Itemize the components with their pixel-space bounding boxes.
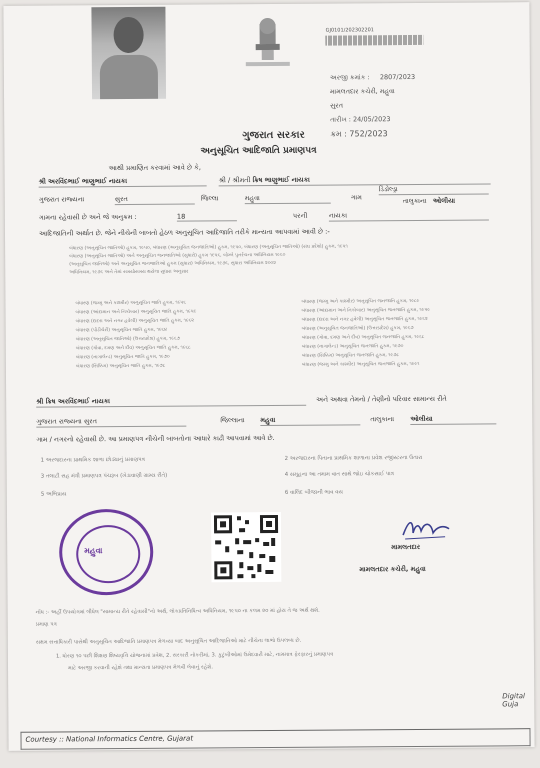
left-order-list: [75, 299, 196, 372]
taluka-value: તાલુકાના ઓલીયા: [402, 196, 456, 206]
serial-number: 18: [177, 212, 237, 221]
resident-label: ગામના રહેવાસી છે અને જે અનુક્રમ :: [38, 212, 137, 222]
tribe-label: પરની: [292, 211, 308, 220]
officer-office: મામલતદાર કચેરી, મહુવા: [359, 564, 426, 574]
signature-icon: [399, 515, 453, 543]
national-emblem-icon: [239, 18, 295, 72]
list-item: બંધારણ (ગોવા, દમણ અને દીવ) અનુસૂચિત જાતિ હુકમ, ૧૯૬૮: [75, 345, 191, 352]
family-district-label: જિલ્લાના: [220, 416, 245, 425]
issuing-district: સુરત: [330, 101, 344, 110]
list-item: બંધારણ (નાગાલેન્ડ) અનુસૂચિત જનજાતિ હુકમ, ૧૯૭૦: [301, 344, 404, 350]
list-item: બંધારણ (દાદરા અને નગર હવેલી) અનુસૂચિત જનજાતિ હુકમ, ૧૯૬૨: [301, 316, 428, 323]
village-line: ગામ / નગરનો રહેવાસી છે. આ પ્રમાણપત્ર નીચેની બાબતોના આધારે કાઢી આપવામાં આવે છે.: [36, 433, 275, 444]
list-item: બંધારણ (દાદરા અને નગર હવેલી) અનુસૂચિત જાતિ હુકમ, ૧૯૬૨: [75, 318, 194, 325]
digital-gujarat-text: Digital Guja: [502, 692, 525, 709]
family-taluka: ઓલીયા: [410, 414, 496, 425]
tribe-name: નાયકા: [329, 210, 489, 221]
district-label: જિલ્લા: [200, 194, 219, 203]
list-item: બંધારણ (જમ્મુ અને કાશ્મીર) અનુસૂચિત જનજાતિ હુકમ, ૧૯૯૧: [301, 361, 420, 368]
basis-item: 2 અરજદારના પિતાના પ્રાથમિક શાળાના પ્રવેશ રજીસ્ટરના ઉતારા: [284, 454, 423, 462]
list-item: બંધારણ (જમ્મુ અને કાશ્મીર) અનુસૂચિત જનજાતિ હુકમ, ૧૯૮૯: [301, 298, 420, 305]
list-item: બંધારણ (અનુસૂચિત જનજાતિઓ) (ઉત્તરપ્રદેશ) હુકમ, ૧૯૬૭: [301, 325, 414, 332]
list-item: બંધારણ (આંદામાન અને નિકોબાર) અનુસૂચિત જાતિ હુકમ, ૧૯૫૯: [75, 309, 197, 316]
list-item: બંધારણ (સિક્કિમ) અનુસૂચિત જાતિ હુકમ, ૧૯૭૮: [75, 363, 166, 370]
certificate-title: અનુસૂચિત આદિજાતિ પ્રમાણપત્ર: [200, 145, 317, 157]
list-item: બંધારણ (ગોવા, દમણ અને દીવ) અનુસૂચિત જનજાતિ હુકમ, ૧૯૬૮: [301, 334, 425, 341]
basis-item: 6 વાલિદ બીજાની ભાવ વય: [284, 489, 343, 496]
family-district: મહુવા: [260, 415, 360, 426]
officer-title: મામલતદાર: [391, 542, 421, 552]
family-suffix: અને અથવા તેમનો / તેણીનો પરિવાર સામાન્ય રીતે: [316, 394, 447, 404]
family-taluka-label: તાલુકાના: [370, 415, 395, 424]
right-order-list: [301, 297, 430, 370]
basis-item: 4 સમૂહના આ તમામ વાત સાથે જોઇ ચોકસાઈ પાત્ર: [284, 471, 394, 478]
note-line: માટે અરજી કરવાની રહેશે તથા માન્યતા પ્રમાણપત્ર મેળવી લેવાનું રહેશે.: [68, 664, 214, 672]
list-item: બંધારણ (નાગાલેન્ડ) અનુસૂચિત જાતિ હુકમ, ૧૯૭૦: [75, 354, 170, 361]
legal-line-2: બંધારણ (અનુસૂચિત જાતિઓ) અને અનુસૂચિત જનજાતિઓ (સુધારો) હુકમ ૧૯૫૬, બોમ્બે પુનર્રચના અધિનિયમ ૧૯૬૦: [69, 252, 286, 260]
government-title: ગુજરાત સરકાર: [242, 129, 305, 142]
village: ડિંડોલ્ડ્રા: [379, 184, 489, 195]
barcode: [326, 35, 424, 46]
application-number: અરજી ક્રમાંક : 2807/2023: [329, 72, 416, 82]
official-seal-icon: મહુવા: [59, 509, 154, 596]
family-state: ગુજરાત રાજ્યના સુરત: [36, 417, 186, 428]
issue-date: તારીખ : 24/05/2023: [330, 115, 391, 124]
footer-box: [20, 728, 530, 750]
applicant-photo: [91, 7, 166, 100]
father-name: શ્રી / શ્રીમતી ક્રિષ ભાણુભાઈ નાયકા: [219, 174, 491, 186]
certificate-paper: [3, 2, 534, 751]
reference-number: ક્રમ : 752/2023: [330, 129, 388, 139]
legal-line-3: (અનુસૂચિત જાતિઓ) અને અનુસૂચિત જનજાતિઓ હુકમ (સુધારા) અધિનિયમ, ૧૯૭૬, સુધારા અધિનિયમ ૨૦૦૨: [69, 260, 276, 268]
state-label: ગુજરાત રાજ્યના: [38, 195, 85, 204]
note-line: પ્રમાણ પત્ર: [35, 621, 57, 628]
basis-item: 3 તલાટી સહ મંત્રી પ્રમાણપત્ર પંચરૂબ (ખેડાવાણી ગ્રામ્ય રીતે): [40, 472, 168, 480]
list-item: બંધારણ (પોંડીચેરી) અનુસૂચિત જાતિ હુકમ, ૧૯૬૪: [75, 327, 167, 334]
note-line: 1. ધોરણ ૧૦ પછી શિક્ષણ શિષ્યવૃત્તિ યોજનામાં પ્રવેશ, 2. સરકારી નોકરીમાં, 3. કુટુંબીઓમાં ઉમેદવારી માટે, નામમાત્ર ફેરફારનું પ્રમાણપત્ર: [55, 651, 334, 660]
family-name: શ્રી ક્રિષ અરવિંદભાઈ નાયકા: [36, 396, 306, 408]
list-item: બંધારણ (અનુસૂચિત જાતિઓ) (ઉત્તરપ્રદેશ) હુકમ, ૧૯૬૭: [75, 336, 180, 343]
basis-item: 5 અભિપ્રાય: [40, 491, 67, 498]
state-district: સુરત: [115, 195, 195, 206]
barcode-number: GJ0101/202302201: [325, 27, 374, 34]
village-label: ગામ: [350, 193, 362, 202]
list-item: બંધારણ (સિક્કિમ) અનુસૂચિત જનજાતિ હુકમ, ૧૯૭૮: [301, 353, 399, 359]
legal-line-1: બંધારણ (અનુસૂચિત જાતિઓ) હુકમ, ૧૯૫૦, બંધારણ (અનુસૂચિત જનજાતિઓ) હુકમ, ૧૯૫૦, બંધારણ (અનુસૂચિત જાતિઓ) (સંઘ પ્રદેશો) હુકમ, ૧૯૫૧: [69, 244, 348, 252]
note-line: સક્ષમ સત્તાધિકારી પાસેથી અનુસૂચિત આદિજાતિ પ્રમાણપત્ર મેળવ્યા બાદ અનુસૂચિત આદિજાતિઓ માટે નીચેના લાભો ઉપલબ્ધ છે.: [35, 637, 302, 646]
taluka: મહુવા: [245, 194, 331, 205]
basis-item: 1 અરજદારના પ્રાથમિક શાળા છોડ્યાનું પ્રમાણપત્ર: [40, 456, 145, 464]
tribe-line: આદિજાતિની અર્થાત છે. જેને નીચેની બાબતો હેઠળ અનુસૂચિત આદિજાતિ તરીકે માન્યતા આપવામાં આવી છે :-: [38, 227, 330, 238]
qr-code-icon: [211, 512, 281, 582]
legal-line-4: અધિનિયમ, ૧૯૭૬ અને તેમાં સમયોસમય થયેલા સુધારા અનુસાર: [69, 269, 189, 276]
list-item: બંધારણ (જમ્મુ અને કાશ્મીર) અનુસૂચિત જાતિ હુકમ, ૧૯૫૬: [75, 300, 186, 307]
person-name: શ્રી અરવિંદભાઈ ભાણુભાઈ નાયકા: [39, 176, 207, 187]
issuing-office: મામલતદાર કચેરી, મહુવા: [329, 87, 395, 96]
note-line: નોંધ :- અહીં ઉપયોગમાં લીધેલ "સામાન્ય રીતે રહેવાસી"નો અર્થ, લોકપ્રતિનિધિત્વ અધિનિયમ, ૧૯૫૦ ના કલમ ૨૦ માં હોય તે જ અર્થ થશે.: [35, 607, 320, 616]
list-item: બંધારણ (આંદામાન અને નિકોબાર) અનુસૂચિત જનજાતિ હુકમ, ૧૯૫૯: [301, 307, 431, 314]
courtesy-text: Courtesy :: National Informatics Centre, Gujarat: [25, 734, 194, 744]
intro-text: આથી પ્રમાણિત કરવામાં આવે છે કે,: [108, 163, 201, 173]
